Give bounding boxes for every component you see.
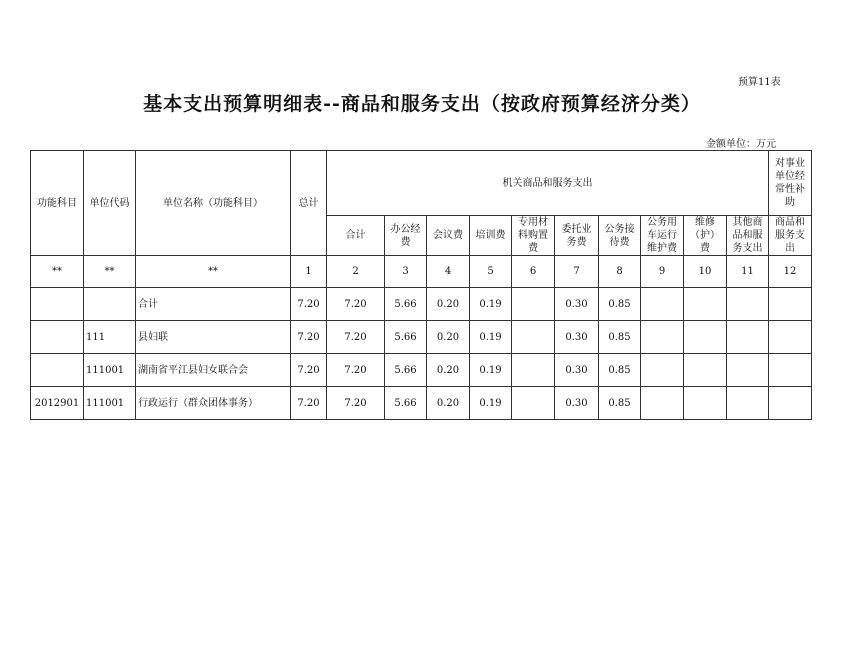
header-row-1 [31,151,812,216]
table-cell: 7.20 [291,321,327,354]
table-cell: 5.66 [385,288,427,321]
header-sub-cell: 办公经费 [385,216,427,256]
table-cell: 7.20 [327,354,385,387]
table-cell: 0.85 [599,288,641,321]
table-cell: 0.30 [555,288,599,321]
table-cell [512,288,555,321]
header-sub-cell: 会议费 [427,216,470,256]
header-total: 总计 [291,151,327,256]
header-sub-cell: 其他商品和服务支出 [727,216,769,256]
table-cell: 8 [599,256,641,288]
table-cell: 7 [555,256,599,288]
table-cell: 5.66 [385,321,427,354]
table-row [31,387,812,420]
table-cell: ** [84,256,136,288]
table-cell [727,354,769,387]
table-cell [641,387,684,420]
page-title: 基本支出预算明细表--商品和服务支出（按政府预算经济分类） [143,93,701,115]
table-cell: 0.20 [427,387,470,420]
header-sub-cell: 公务接待费 [599,216,641,256]
table-cell [641,321,684,354]
table-cell: 2 [327,256,385,288]
table-cell [512,387,555,420]
table-cell [684,321,727,354]
table-cell [512,354,555,387]
table-cell: 12 [769,256,812,288]
table-cell: ** [31,256,84,288]
header-sub-cell: 培训费 [470,216,512,256]
table-cell: 5 [470,256,512,288]
header-func-subject: 功能科目 [31,151,84,256]
table-cell: 111001 [84,354,136,387]
table-cell [684,288,727,321]
budget-table [30,150,812,420]
header-sub-cell: 专用材料购置费 [512,216,555,256]
table-cell: 2012901 [31,387,84,420]
table-row [31,288,812,321]
table-cell: 3 [385,256,427,288]
form-number: 预算11表 [738,77,781,88]
header-sub-cell: 合计 [327,216,385,256]
table-cell [727,387,769,420]
header-subsidy-label: 对事业单位经常性补助 [769,151,812,216]
table-cell: 5.66 [385,387,427,420]
header-unit-code: 单位代码 [84,151,136,256]
table-cell: 10 [684,256,727,288]
table-cell: 0.85 [599,354,641,387]
table-cell [684,387,727,420]
table-cell [684,354,727,387]
table-cell [84,288,136,321]
table-cell [727,321,769,354]
table-cell: 7.20 [327,321,385,354]
table-cell [31,354,84,387]
table-cell: 0.85 [599,321,641,354]
table-cell: 0.20 [427,354,470,387]
table-cell: 0.19 [470,354,512,387]
amount-unit: 金额单位：万元 [706,139,776,150]
table-cell [641,354,684,387]
header-sub-cell: 公务用车运行维护费 [641,216,684,256]
table-cell: 5.66 [385,354,427,387]
table-cell: 1 [291,256,327,288]
table-cell [31,321,84,354]
table-row [31,321,812,354]
table-cell: 7.20 [327,387,385,420]
header-sub-cell: 委托业务费 [555,216,599,256]
table-cell: 11 [727,256,769,288]
index-row [31,256,812,288]
table-cell: 县妇联 [136,321,291,354]
table-cell: 0.20 [427,321,470,354]
table-cell: 0.30 [555,321,599,354]
header-unit-name: 单位名称（功能科目） [136,151,291,256]
table-cell: ** [136,256,291,288]
table-cell: 0.30 [555,354,599,387]
table-cell: 7.20 [327,288,385,321]
table-row [31,354,812,387]
table-cell: 0.19 [470,387,512,420]
table-cell: 111001 [84,387,136,420]
table-cell [512,321,555,354]
table-cell: 合计 [136,288,291,321]
table-cell [769,321,812,354]
table-cell: 7.20 [291,288,327,321]
table-cell: 9 [641,256,684,288]
header-sub-cell: 商品和服务支出 [769,216,812,256]
header-sub-cell: 维修（护）费 [684,216,727,256]
table-cell: 7.20 [291,387,327,420]
table-cell: 0.19 [470,288,512,321]
table-cell: 6 [512,256,555,288]
header-group-label: 机关商品和服务支出 [327,151,769,216]
table-cell [769,354,812,387]
table-cell: 湖南省平江县妇女联合会 [136,354,291,387]
table-cell: 111 [84,321,136,354]
table-cell: 0.19 [470,321,512,354]
table-cell [641,288,684,321]
table-cell [727,288,769,321]
table-cell: 0.20 [427,288,470,321]
table-cell [769,387,812,420]
table-cell [769,288,812,321]
table-cell: 0.85 [599,387,641,420]
table-cell: 4 [427,256,470,288]
table-cell [31,288,84,321]
table-cell: 行政运行（群众团体事务） [136,387,291,420]
table-cell: 7.20 [291,354,327,387]
table-cell: 0.30 [555,387,599,420]
